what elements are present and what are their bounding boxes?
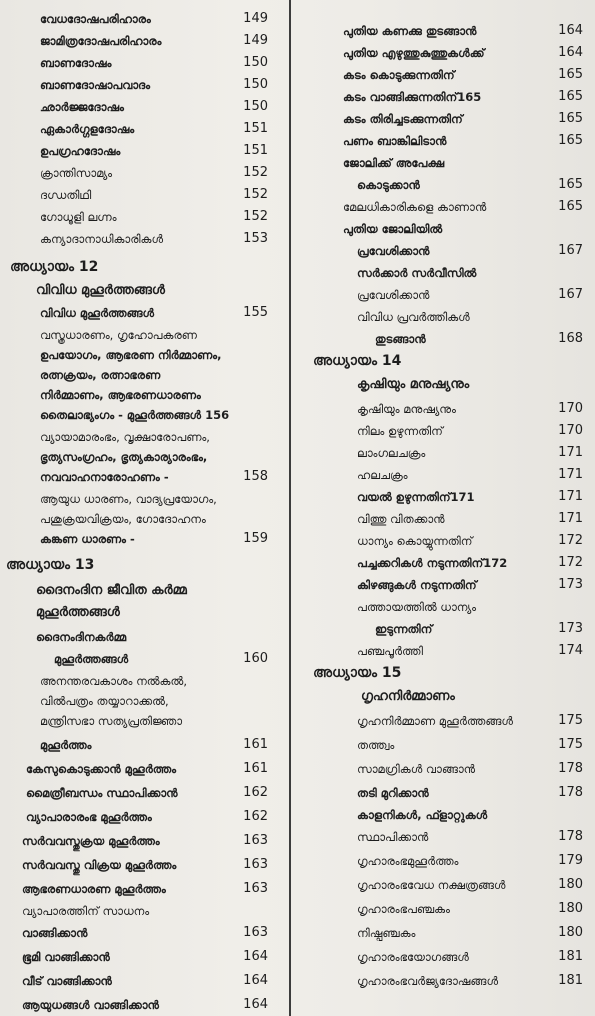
toc-entry-text: ഗൃഹനിർമ്മാണ മുഹൂർത്തങ്ങൾ <box>357 714 513 728</box>
toc-entry-text: ഉപയോഗം, ആഭരണ നിർമ്മാണം, <box>40 348 222 362</box>
toc-entry-text: പത്തായത്തിൽ ധാന്യം <box>357 600 477 614</box>
toc-entry-text: കിഴങ്ങുകൾ നടുന്നതിന് <box>357 578 477 592</box>
toc-entry-text: ബാണദോഷാപവാദം <box>40 78 151 92</box>
toc-entry-text: ജാമിത്രദോഷപരിഹാരം <box>40 34 162 48</box>
section-heading: മുഹൂർത്തങ്ങൾ <box>36 605 120 620</box>
toc-page-number: 172 <box>558 555 583 570</box>
toc-entry-text: പ്രവേശിക്കാൻ <box>357 244 430 258</box>
toc-entry-text: വീട് വാങ്ങിക്കാൻ <box>22 974 112 988</box>
toc-page-number: 153 <box>243 231 268 246</box>
toc-page-number: 171 <box>558 489 583 504</box>
toc-page-number: 181 <box>558 973 583 988</box>
toc-entry-text: സർവവസ്തുക്രയ മുഹൂർത്തം <box>22 834 160 848</box>
toc-entry-text: പ്രവേശിക്കാൻ <box>357 288 430 302</box>
toc-entry-text: ഗൃഹാരംഭമുഹൂർത്തം <box>357 854 459 868</box>
toc-entry-text: സ്ഥാപിക്കാൻ <box>357 830 429 844</box>
toc-entry-text: ഗൃഹാരംഭയോഗങ്ങൾ <box>357 950 469 964</box>
toc-entry-text: പുതിയ എഴുത്തുകുത്തുകൾക്ക് <box>343 46 485 60</box>
toc-entry-text: പണം ബാങ്കിലിടാൻ <box>343 134 447 148</box>
toc-entry-text: കൃഷിയും മനുഷ്യനും <box>357 402 456 416</box>
toc-entry-text: വയൽ ഉഴുന്നതിന്171 <box>357 490 475 504</box>
section-heading: ഗൃഹനിർമ്മാണം <box>361 689 455 704</box>
toc-page-number: 173 <box>558 577 583 592</box>
toc-entry-text: ആയുധങ്ങൾ വാങ്ങിക്കാൻ <box>22 998 159 1012</box>
toc-page-number: 163 <box>243 925 268 940</box>
toc-entry-text: വ്യാപാരാരംഭ മുഹൂർത്തം <box>26 810 152 824</box>
toc-page-number: 165 <box>558 177 583 192</box>
toc-page-number: 151 <box>243 121 268 136</box>
toc-page-number: 180 <box>558 925 583 940</box>
toc-page-number: 149 <box>243 11 268 26</box>
toc-entry-text: ഗൃഹാരംഭപഞ്ചകം <box>357 902 450 916</box>
toc-entry-text: കേസുകൊടുക്കാൻ മുഹൂർത്തം <box>26 762 177 776</box>
toc-page-number: 171 <box>558 511 583 526</box>
toc-page-number: 178 <box>558 785 583 800</box>
toc-entry-text: ജോലിക്ക് അപേക്ഷ <box>343 156 445 170</box>
toc-entry-text: പുതിയ ജോലിയിൽ <box>343 222 443 236</box>
toc-page-number: 150 <box>243 99 268 114</box>
toc-entry-text: തടി മുറിക്കാൻ <box>357 786 429 800</box>
toc-page-number: 163 <box>243 857 268 872</box>
toc-entry-text: നിഷ്പഞ്ചകം <box>357 926 416 940</box>
toc-entry-text: തുടങ്ങാൻ <box>375 332 426 346</box>
toc-page-number: 165 <box>558 199 583 214</box>
toc-entry-text: ഉപഗ്രഹദോഷം <box>40 144 121 158</box>
toc-entry-text: ഗൃഹാരംഭവേധ നക്ഷത്രങ്ങൾ <box>357 878 506 892</box>
toc-entry-text: ക്രാന്തിസാമ്യം <box>40 166 113 180</box>
toc-entry-text: ഭൃത്യസംഗ്രഹം, ഭൃത്യകാര്യാരംഭം, <box>40 450 208 464</box>
section-heading: കൃഷിയും മനുഷ്യനും <box>357 377 470 392</box>
toc-page-number: 171 <box>558 467 583 482</box>
toc-page-number: 179 <box>558 853 583 868</box>
toc-page-number: 167 <box>558 243 583 258</box>
toc-page-number: 165 <box>558 133 583 148</box>
section-heading: വിവിധ മുഹൂർത്തങ്ങൾ <box>36 283 165 298</box>
toc-page-number: 171 <box>558 445 583 460</box>
toc-page-number: 170 <box>558 423 583 438</box>
toc-entry-text: പഞ്ചപൂർത്തി <box>357 644 423 658</box>
toc-page-number: 149 <box>243 33 268 48</box>
toc-entry-text: രത്നക്രയം, രത്നാഭരണ <box>40 368 161 382</box>
toc-entry-text: വിവിധ മുഹൂർത്തങ്ങൾ <box>40 306 155 320</box>
toc-page-number: 159 <box>243 531 268 546</box>
toc-page-number: 165 <box>558 111 583 126</box>
toc-entry-text: വിവിധ പ്രവർത്തികൾ <box>357 310 470 324</box>
toc-entry-text: ദൈനംദിനകർമ്മ <box>36 630 127 644</box>
toc-page-number: 175 <box>558 713 583 728</box>
toc-page-number: 180 <box>558 901 583 916</box>
toc-entry-text: ഛാർജ്ജദോഷം <box>40 100 124 114</box>
section-heading: ദൈനംദിന ജീവിത കർമ്മ <box>36 583 187 598</box>
toc-entry-text: ഏകാർഗ്ഗളദോഷം <box>40 122 135 136</box>
toc-entry-text: വിൽപത്രം തയ്യാറാക്കൽ, <box>40 694 169 708</box>
toc-page-number: 151 <box>243 143 268 158</box>
toc-page-number: 160 <box>243 651 268 666</box>
chapter-heading: അധ്യായം 12 <box>10 259 99 275</box>
toc-entry-text: ഭൂമി വാങ്ങിക്കാൻ <box>22 950 110 964</box>
toc-page-number: 162 <box>243 785 268 800</box>
toc-page-number: 164 <box>243 997 268 1012</box>
toc-page-number: 150 <box>243 77 268 92</box>
toc-page-number: 174 <box>558 643 583 658</box>
toc-entry-text: കൊടുക്കാൻ <box>357 178 420 192</box>
toc-entry-text: മേലധികാരികളെ കാണാൻ <box>343 200 487 214</box>
toc-entry-text: ആഭരണധാരണ മുഹൂർത്തം <box>22 882 166 896</box>
toc-page-number: 167 <box>558 287 583 302</box>
toc-page-number: 165 <box>558 67 583 82</box>
toc-page-number: 172 <box>558 533 583 548</box>
toc-page-number: 164 <box>243 949 268 964</box>
toc-entry-text: നിർമ്മാണം, ആഭരണധാരണം <box>40 388 201 402</box>
toc-entry-text: കാളനികൾ, ഫ്ളാറ്റുകൾ <box>357 808 488 822</box>
toc-entry-text: വ്യായാമാരംഭം, വൃക്ഷാരോപണം, <box>40 430 210 444</box>
toc-page-number: 164 <box>243 973 268 988</box>
toc-page-number: 161 <box>243 761 268 776</box>
toc-page-number: 162 <box>243 809 268 824</box>
toc-entry-text: വ്യാപാരത്തിന് സാധനം <box>22 904 150 918</box>
toc-page-number: 181 <box>558 949 583 964</box>
toc-page-number: 168 <box>558 331 583 346</box>
toc-entry-text: വസ്ത്രധാരണം, ഗൃഹോപകരണ <box>40 328 197 342</box>
toc-page-number: 161 <box>243 737 268 752</box>
toc-entry-text: പച്ചക്കറികൾ നടുന്നതിന്172 <box>357 556 508 570</box>
toc-entry-text: കടം കൊടുക്കുന്നതിന് <box>343 68 455 82</box>
toc-page-number: 163 <box>243 833 268 848</box>
toc-entry-text: ലാംഗലചക്രം <box>357 446 426 460</box>
toc-entry-text: മന്ത്രിസഭാ സത്യപ്രതിജ്ഞാ <box>40 714 183 728</box>
toc-entry-text: മുഹൂർത്തങ്ങൾ <box>54 652 129 666</box>
toc-page-number: 178 <box>558 761 583 776</box>
toc-entry-text: മുഹൂർത്തം <box>40 738 92 752</box>
toc-entry-text: തൈലാഭ്യംഗം - മുഹൂർത്തങ്ങൾ 156 <box>40 408 230 422</box>
toc-entry-text: ദഗ്ധതിഥി <box>40 188 92 202</box>
toc-page-number: 163 <box>243 881 268 896</box>
toc-entry-text: കടം തിരിച്ചടക്കുന്നതിന് <box>343 112 463 126</box>
toc-page-number: 164 <box>558 23 583 38</box>
toc-page-number: 152 <box>243 209 268 224</box>
toc-page-number: 173 <box>558 621 583 636</box>
toc-entry-text: സർവവസ്തു വിക്രയ മുഹൂർത്തം <box>22 858 177 872</box>
toc-entry-text: നിലം ഉഴുന്നതിന് <box>357 424 443 438</box>
toc-page-number: 152 <box>243 187 268 202</box>
toc-entry-text: കങ്കണ ധാരണം - <box>40 532 135 546</box>
column-divider <box>289 0 291 1016</box>
toc-entry-text: കന്യാദാനാധികാരികൾ <box>40 232 164 246</box>
toc-page-number: 165 <box>558 89 583 104</box>
toc-entry-text: ഗൃഹാരംഭവർജ്യദോഷങ്ങൾ <box>357 974 498 988</box>
toc-entry-text: മൈത്രീബന്ധം സ്ഥാപിക്കാൻ <box>26 786 178 800</box>
toc-page-number: 150 <box>243 55 268 70</box>
toc-page-number: 164 <box>558 45 583 60</box>
toc-entry-text: വിത്തു വിതക്കാൻ <box>357 512 445 526</box>
toc-page-number: 170 <box>558 401 583 416</box>
toc-entry-text: ബാണദോഷം <box>40 56 112 70</box>
toc-entry-text: ആയുധ ധാരണം, വാദ്യപ്രയോഗം, <box>40 492 217 506</box>
toc-page-number: 152 <box>243 165 268 180</box>
toc-page-number: 158 <box>243 469 268 484</box>
toc-entry-text: ധാന്യം കൊയ്യുന്നതിന് <box>357 534 473 548</box>
chapter-heading: അധ്യായം 14 <box>313 353 402 369</box>
toc-entry-text: സാമഗ്രികൾ വാങ്ങാൻ <box>357 762 476 776</box>
toc-entry-text: അനന്തരവകാശം നൽകൽ, <box>40 674 187 688</box>
toc-entry-text: കടം വാങ്ങിക്കുന്നതിന്165 <box>343 90 482 104</box>
toc-entry-text: ഹലചക്രം <box>357 468 408 482</box>
chapter-heading: അധ്യായം 15 <box>313 665 402 681</box>
toc-entry-text: ഗോധൂളി ലഗ്നം <box>40 210 117 224</box>
toc-entry-text: വേധദോഷപരിഹാരം <box>40 12 151 26</box>
toc-entry-text: പശുക്രയവിക്രയം, ഗോദോഹനം <box>40 512 206 526</box>
toc-entry-text: സർക്കാർ സർവീസിൽ <box>357 266 477 280</box>
chapter-heading: അധ്യായം 13 <box>6 557 95 573</box>
toc-entry-text: വാങ്ങിക്കാൻ <box>22 926 88 940</box>
toc-page-number: 155 <box>243 305 268 320</box>
toc-entry-text: നവവാഹനാരോഹണം - <box>40 470 169 484</box>
toc-entry-text: ഇടുന്നതിന് <box>375 622 433 636</box>
toc-page-number: 175 <box>558 737 583 752</box>
toc-page-number: 180 <box>558 877 583 892</box>
toc-entry-text: തത്ത്വം <box>357 738 395 752</box>
toc-entry-text: പുതിയ കണക്കു തുടങ്ങാൻ <box>343 24 477 38</box>
toc-page-number: 178 <box>558 829 583 844</box>
